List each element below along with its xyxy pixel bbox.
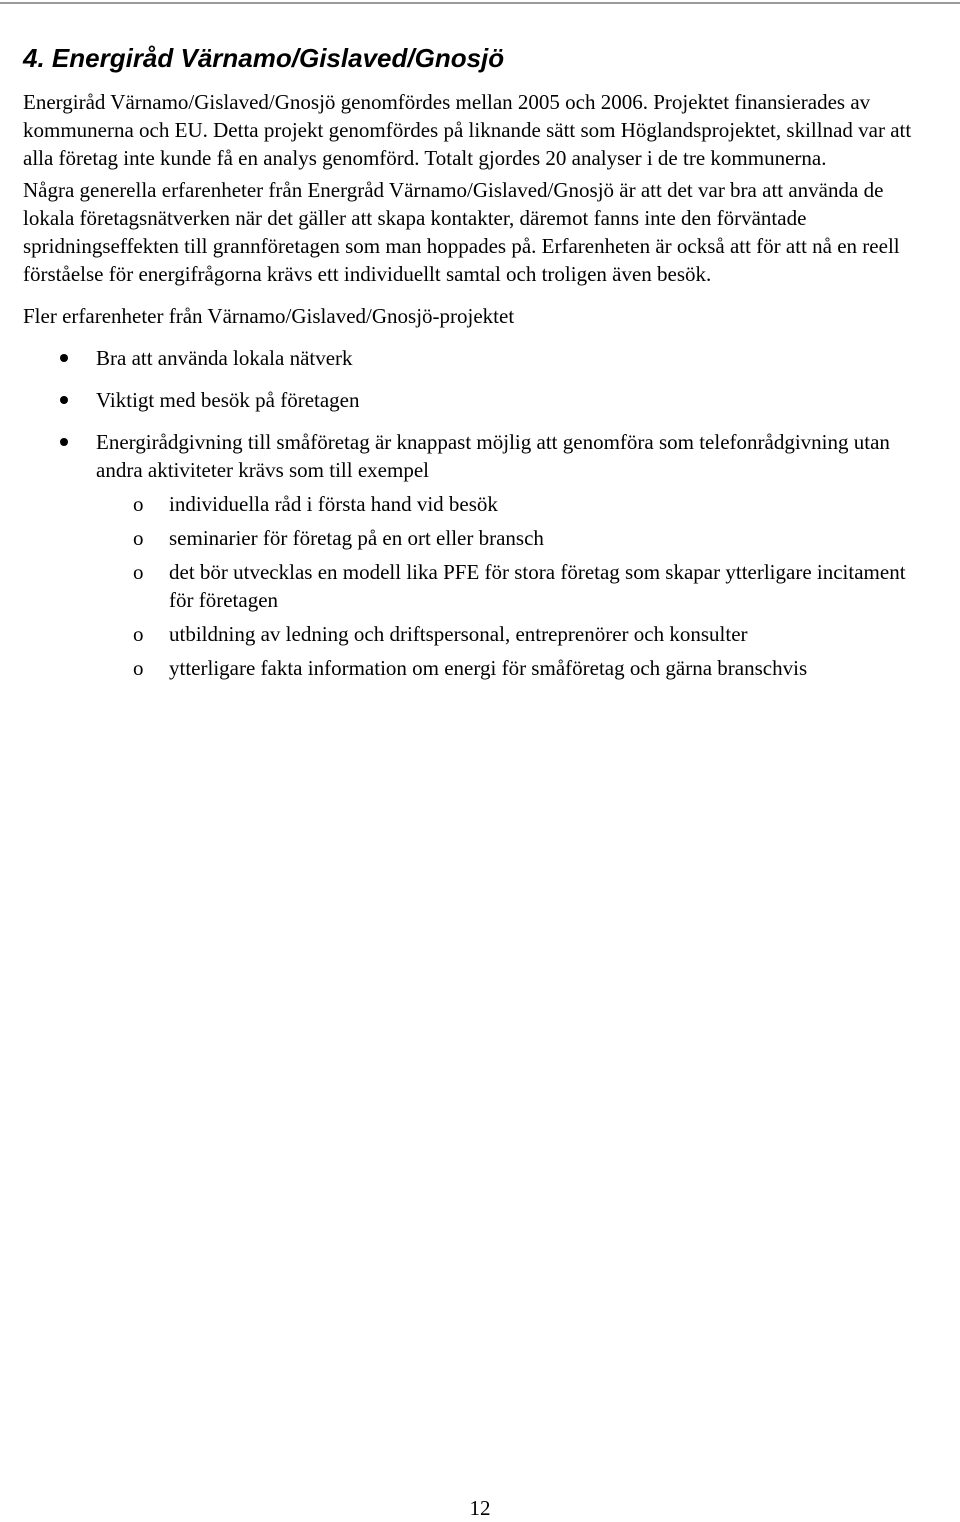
sub-bullet-marker: o: [133, 492, 144, 516]
sub-bullet-text: individuella råd i första hand vid besök: [169, 492, 498, 516]
sub-bullet-marker: o: [133, 622, 144, 646]
sub-bullet-marker: o: [133, 560, 144, 584]
bullet-text: Viktigt med besök på företagen: [96, 388, 360, 412]
sub-bullet-text: ytterligare fakta information om energi för småföretag och gärna branschvis: [169, 656, 808, 680]
bullet-icon: [60, 438, 68, 446]
section-heading: 4. Energiråd Värnamo/Gislaved/Gnosjö: [23, 43, 505, 73]
sub-bullet-text: det bör utvecklas en modell lika PFE för stora företag som skapar ytterligare incitament för företagen: [169, 560, 906, 612]
sub-bullet-item: [23, 490, 928, 518]
bullet-item: [23, 428, 928, 682]
sub-bullet-item: [23, 654, 928, 682]
bullet-text: Energirådgivning till småföretag är knappast möjlig att genomföra som telefonrådgivning utan andra aktiviteter krävs som till exempel: [96, 430, 890, 482]
sub-bullet-text: utbildning av ledning och driftspersonal, entreprenörer och konsulter: [169, 622, 748, 646]
sub-bullet-item: [23, 524, 928, 552]
bullet-item: [23, 344, 928, 372]
bullet-icon: [60, 354, 68, 362]
bullet-list: [23, 344, 928, 682]
sub-bullet-item: [23, 620, 928, 648]
bullet-text: Bra att använda lokala nätverk: [96, 346, 353, 370]
paragraph-intro: Energiråd Värnamo/Gislaved/Gnosjö genomfördes mellan 2005 och 2006. Projektet finansierades av kommunerna och EU. Detta projekt genomfördes på liknande sätt som Höglandsprojektet, skillnad var att alla företag inte kunde få en analys genomförd. Totalt gjordes 20 analyser i de tre kommunerna.: [23, 90, 912, 170]
sub-bullet-marker: o: [133, 526, 144, 550]
top-rule: [0, 2, 960, 4]
sub-bullet-marker: o: [133, 656, 144, 680]
bullet-item: [23, 386, 928, 414]
paragraph-more-experiences: Fler erfarenheter från Värnamo/Gislaved/Gnosjö-projektet: [23, 304, 515, 328]
paragraph-experiences: Några generella erfarenheter från Energråd Värnamo/Gislaved/Gnosjö är att det var bra att använda de lokala företagsnätverken när det gäller att skapa kontakter, däremot fanns inte den förväntade spridningseffekten till grannföretagen som man hoppades på. Erfarenheten är också att för att nå en reell förståelse för energifrågorna krävs ett individuellt samtal och troligen även besök.: [23, 178, 900, 286]
sub-bullet-list: [96, 490, 928, 682]
sub-bullet-text: seminarier för företag på en ort eller bransch: [169, 526, 544, 550]
sub-bullet-item: [23, 558, 928, 614]
page-content: [23, 40, 928, 696]
page-number: 12: [469, 1496, 491, 1520]
bullet-icon: [60, 396, 68, 404]
